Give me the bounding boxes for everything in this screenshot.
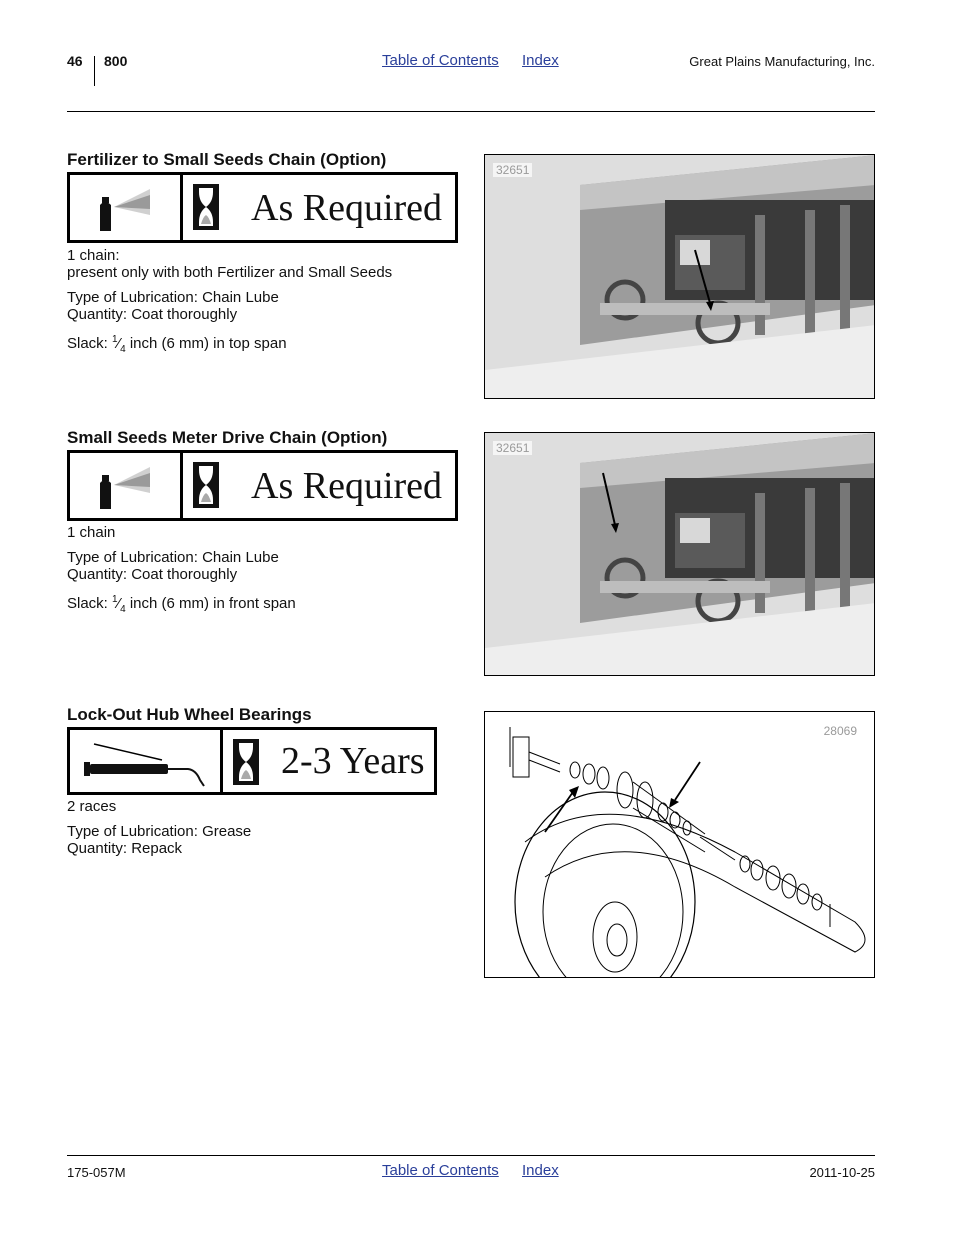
figure-number: 28069 [821, 724, 860, 738]
figure-small-seeds-chain-photo [484, 432, 875, 676]
slack-label: Slack: [67, 335, 113, 352]
schedule-box-fertilizer-chain [67, 172, 458, 243]
detail-line: 1 chain: [67, 247, 120, 264]
lube-quantity: Quantity: Coat thoroughly [67, 566, 238, 583]
section-title-hub-bearings: Lock-Out Hub Wheel Bearings [67, 705, 312, 724]
section-body-small-seeds-chain: 1 chain Type of Lubrication: Chain Lube Quantity: Coat thoroughly Slack: $^1⁄_4$ inch (6 mm) in front span [67, 524, 296, 615]
interval-value: As Required [251, 464, 443, 507]
detail-line: present only with both Fertilizer and Small Seeds [67, 264, 393, 281]
figure-number: 32651 [493, 441, 532, 455]
interval-value: As Required [251, 186, 443, 229]
slack-value: inch (6 mm) in top span [125, 335, 287, 352]
lube-type: Type of Lubrication: Chain Lube [67, 289, 279, 306]
slack-value: inch (6 mm) in front span [125, 595, 296, 612]
schedule-box-hub-bearings [67, 727, 437, 795]
header-divider [94, 56, 95, 86]
header-rule [67, 111, 875, 112]
schedule-box-small-seeds-chain [67, 450, 458, 521]
company-name: Great Plains Manufacturing, Inc. [689, 54, 875, 69]
hourglass-icon [193, 462, 219, 508]
slack-denominator: 4 [120, 604, 126, 615]
figure-number: 32651 [493, 163, 532, 177]
lube-quantity: Quantity: Repack [67, 840, 183, 857]
footer-rule [67, 1155, 875, 1156]
header-index-link[interactable]: Index [522, 52, 559, 69]
grease-gun-icon [70, 730, 223, 792]
section-title-fertilizer-chain: Fertilizer to Small Seeds Chain (Option) [67, 150, 387, 169]
section-title-small-seeds-chain: Small Seeds Meter Drive Chain (Option) [67, 428, 388, 447]
slack-label: Slack: [67, 595, 113, 612]
lube-type: Type of Lubrication: Grease [67, 823, 252, 840]
spray-can-icon [70, 453, 183, 518]
header-toc-link[interactable]: Table of Contents [382, 52, 499, 69]
detail-line: 2 races [67, 798, 117, 815]
doc-number: 175-057M [67, 1165, 126, 1180]
spray-can-icon [70, 175, 183, 240]
revision-date: 2011-10-25 [809, 1165, 875, 1180]
slack-numerator: 1 [112, 594, 118, 605]
hourglass-icon [193, 184, 219, 230]
footer-toc-link[interactable]: Table of Contents [382, 1162, 499, 1179]
section-body-fertilizer-chain: 1 chain: present only with both Fertilizer and Small Seeds Type of Lubrication: Chain Lube Quantity: Coat thoroughly Slack: $^1⁄_4$ inch (6 mm) in top span [67, 247, 393, 355]
page-number: 46 [67, 53, 83, 69]
detail-line: 1 chain [67, 524, 116, 541]
footer-index-link[interactable]: Index [522, 1162, 559, 1179]
model-number: 800 [104, 53, 128, 69]
slack-numerator: 1 [112, 334, 118, 345]
lube-type: Type of Lubrication: Chain Lube [67, 549, 279, 566]
slack-denominator: 4 [120, 344, 126, 355]
figure-fertilizer-chain-photo [484, 154, 875, 399]
lube-quantity: Quantity: Coat thoroughly [67, 306, 238, 323]
interval-value: 2-3 Years [281, 740, 425, 782]
hourglass-icon [233, 739, 259, 785]
section-body-hub-bearings [67, 798, 467, 865]
figure-hub-bearings-drawing [484, 711, 875, 978]
